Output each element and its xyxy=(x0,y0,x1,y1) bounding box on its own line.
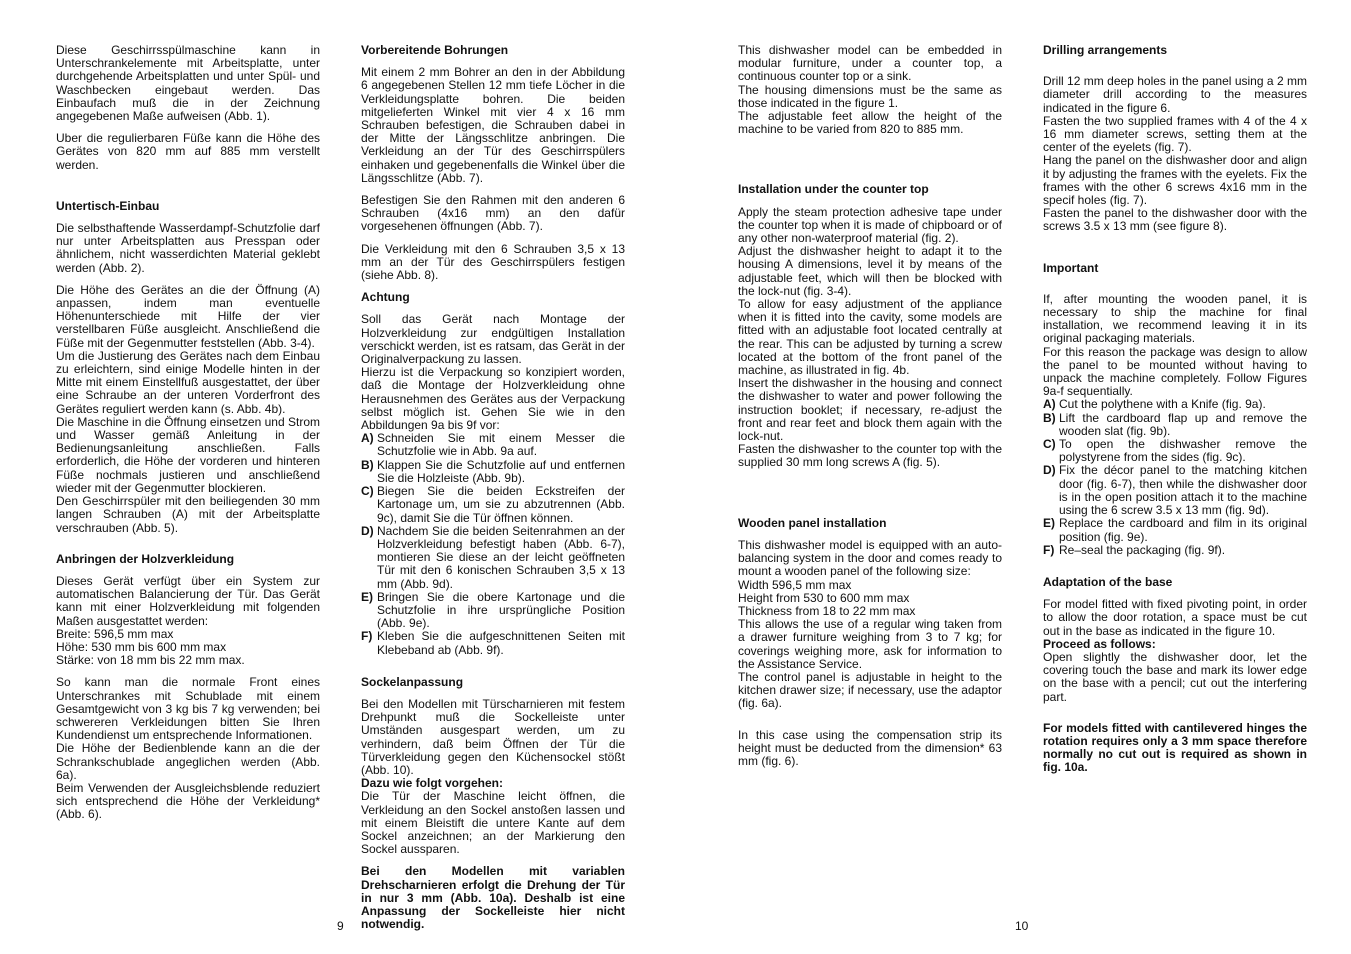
heading-sockel: Sockelanpassung xyxy=(361,674,464,689)
list-item: F) Re–seal the packaging (fig. 9f). xyxy=(1043,542,1226,557)
height-line: Höhe: 530 mm bis 600 mm max xyxy=(56,639,227,654)
heading-install: Installation under the counter top xyxy=(738,182,929,197)
page-9-column-2 xyxy=(361,44,625,940)
compensation-paragraph: In this case using the compensation strip its height must be deducted from the dimension* 63 mm (fig. 6). xyxy=(738,727,1002,768)
list-item: F) Kleben Sie die aufgeschnittenen Seiten mit Klebeband ab (Abb. 9f). xyxy=(361,629,625,657)
adjust-paragraph: Adjust the dishwasher height to adapt it to the housing A dimensions, level it by means of the adjustable feet, which will then be blocked with the lock-nut (fig. 3-4). xyxy=(738,244,1002,298)
panel-paragraph: This dishwasher model is equipped with an auto-balancing system in the door and comes ready to mount a wooden panel of the following size: xyxy=(738,537,1002,579)
heading-untertisch: Untertisch-Einbau xyxy=(56,198,160,213)
tape-paragraph: Apply the steam protection adhesive tape under the counter top when it is made of chipboard or of any other non-waterproof material (fig. 2). xyxy=(738,204,1002,246)
hang-paragraph: Hang the panel on the dishwasher door and align it by adjusting the frames with the eyelets. Fix the frames with the other 6 screws 4x16 mm in the specif holes (fig. 7). xyxy=(1043,153,1307,208)
housing-paragraph: The housing dimensions must be the same as those indicated in the figure 1. xyxy=(738,82,1002,110)
control-panel-paragraph: The control panel is adjustable in height to the kitchen drawer size; if necessary, use the adaptor (fig. 6a). xyxy=(738,669,1002,711)
heading-bohrungen: Vorbereitende Bohrungen xyxy=(361,43,509,57)
adjust-paragraph: Um die Justierung des Gerätes nach dem Einbau zu erleichtern, sind einige Modelle hinten in der Mitte mit einem Einstellfuß ausgestattet, der über eine Schraube an der unteren Vorderfront des Gerätes reguliert werden kann (s. Abb. 4b). xyxy=(56,348,320,416)
height-line: Height from 530 to 600 mm max xyxy=(738,590,910,605)
heading-important: Important xyxy=(1043,260,1099,275)
list-item: C) Biegen Sie die beiden Eckstreifen der Kartonage um, um sie zu abzutrennen (Abb. 9c), damit Sie die Tür öffnen können. xyxy=(361,484,625,525)
proceed-paragraph: Die Tür der Maschine leicht öffnen, die Verkleidung an den Sockel anstoßen lassen und mit einem Bleistift die untere Kante auf dem Sockel anzeichnen; an der Markierung den Sockel aussparen. xyxy=(361,789,625,857)
fix-paragraph: Die Verkleidung mit den 6 Schrauben 3,5 x 13 mm an der Tür des Geschirrspülers festigen (siehe Abb. 8). xyxy=(361,241,625,283)
thickness-line: Stärke: von 18 mm bis 22 mm max. xyxy=(56,653,245,668)
intro-paragraph: Diese Geschirrsspülmaschine kann in Unterschrankelemente mit Arbeitsplatte, unter durchgehende Arbeitsplatten und unter Spül- und Waschbecken eingebaut werden. Das Einbaufach muß die in der Zeichnung angegebenen Maße aufweisen (Abb. 1). xyxy=(56,43,320,124)
package-paragraph: For this reason the package was design to allow the panel to be mounted without having to unpack the machine completely. Follow Figures 9a-f sequentially. xyxy=(1043,344,1307,399)
pack-paragraph: Hierzu ist die Verpackung so konzipiert worden, daß die Montage der Holzverkleidung ohne Herausnehmen des Gerätes aus der Verpackung selbst möglich ist. Gehen Sie wie in den Abbildungen 9a bis 9f vor: xyxy=(361,365,625,433)
proceed-title: Dazu wie folgt vorgehen: xyxy=(361,776,504,791)
fasten-panel-paragraph: Fasten the panel to the dishwasher door with the screws 3.5 x 13 mm (see figure 8). xyxy=(1043,206,1307,234)
intro-paragraph: This dishwasher model can be embedded in modular furniture, under a counter top, a continuous counter top or a sink. xyxy=(738,43,1002,84)
heading-base: Adaptation of the base xyxy=(1043,574,1173,589)
height-paragraph: Die Höhe des Gerätes an die der Öffnung (A) anpassen, indem man eventuelle Höhenunterschiede mit Hilfe der vier verstellbaren Füße ausgleicht. Anschließend die Füße mit der Gegenmutter feststellen (Abb. 3-4). xyxy=(56,282,320,350)
ship-paragraph: Soll das Gerät nach Montage der Holzverkleidung zur endgültigen Installation verschickt werden, ist es ratsam, das Gerät in der Originalverpackung zu lassen. xyxy=(361,312,625,367)
frame-paragraph: Befestigen Sie den Rahmen mit den anderen 6 Schrauben (4x16 mm) an den dafür vorgesehenen öffnungen (Abb. 7). xyxy=(361,193,625,234)
list-item: D) Nachdem Sie die beiden Seitenrahmen an der Holzverkleidung befestigt haben (Abb. 6-7), montieren Sie diese an der leicht geöffneten Tür mit den 6 konischen Schrauben 3,5 x 13 mm (Abb. 9d). xyxy=(361,523,625,591)
base-paragraph: For model fitted with fixed pivoting point, in order to allow the door rotation, a space must be cut out in the base as indicated in the figure 10. xyxy=(1043,597,1307,638)
strip-paragraph: Beim Verwenden der Ausgleichsblende reduziert sich entsprechend die Höhe der Verkleidung* (Abb. 6). xyxy=(56,780,320,822)
list-item: B) Klappen Sie die Schutzfolie auf und entfernen Sie die Holzleiste (Abb. 9b). xyxy=(361,457,625,485)
list-item: D) Fix the décor panel to the matching kitchen door (fig. 6-7), then while the dishwasher door is in the open position attach it to the machine using the 6 screw 3.5 x 13 mm (fig. 9d). xyxy=(1043,463,1307,518)
heading-holz: Anbringen der Holzverkleidung xyxy=(56,551,235,566)
panel-height-paragraph: Die Höhe der Bedienblende kann an die der Schrankschublade angeglichen werden (Abb. 6a). xyxy=(56,741,320,782)
list-item: A) Cut the polythene with a Knife (fig. 9a). xyxy=(1043,397,1266,412)
list-item: E) Bringen Sie die obere Kartonage und die Schutzfolie in ihre ursprüngliche Position (Abb. 9e). xyxy=(361,589,625,631)
foot-paragraph: To allow for easy adjustment of the appliance when it is fitted into the cavity, some models are fitted with an adjustable foot located centrally at the rear. This can be adjusted by turning a screw located at the bottom of the front panel of the machine, as illustrated in fig. 4b. xyxy=(738,297,1002,378)
heading-achtung: Achtung xyxy=(361,290,410,305)
feet-paragraph: Uber die regulierbaren Füße kann die Höhe des Gerätes von 820 mm auf 885 mm verstellt werden. xyxy=(56,131,320,172)
frames-paragraph: Fasten the two supplied frames with 4 of the 4 x 16 mm diameter screws, setting them at the center of the eyelets (fig. 7). xyxy=(1043,113,1307,155)
insert-paragraph: Die Maschine in die Öffnung einsetzen und Strom und Wasser gemäß Anleitung in der Bedienungsanleitung anschließen. Falls erforderlich, die Höhe der vorderen und hinteren Füße nochmals justieren und anschließend wieder mit der Gegenmutter blockieren. xyxy=(56,414,320,495)
insert-paragraph: Insert the dishwasher in the housing and connect the dishwasher to water and power following the instruction booklet; if necessary, re-adjust the front and rear feet and block them again with the lock-nut. xyxy=(738,376,1002,444)
list-item: B) Lift the cardboard flap up and remove the wooden slat (fig. 9b). xyxy=(1043,410,1307,438)
page-9-column-1 xyxy=(56,44,320,822)
note-paragraph: Bei den Modellen mit variablen Drehscharnieren erfolgt die Drehung der Tür in nur 3 mm (Abb. 10a). Deshalb ist eine Anpassung der Sockelleiste hier nicht notwendig. xyxy=(361,864,625,932)
heading-wooden: Wooden panel installation xyxy=(738,515,887,530)
page-number-10: 10 xyxy=(1015,919,1029,933)
ship-paragraph: If, after mounting the wooden panel, it is necessary to ship the machine for final installation, we recommend leaving it in its original packaging materials. xyxy=(1043,291,1307,346)
width-line: Width 596,5 mm max xyxy=(738,577,852,592)
feet-paragraph: The adjustable feet allow the height of the machine to be varied from 820 to 885 mm. xyxy=(738,109,1002,137)
panel-paragraph: Dieses Gerät verfügt über ein System zur automatischen Balancierung der Tür. Das Gerät kann mit einer Holzverkleidung mit folgenden Maßen ausgestattet werden: xyxy=(56,573,320,628)
screw-paragraph: Den Geschirrspüler mit den beiliegenden 30 mm langen Schrauben (A) mit der Arbeitsplatte verschrauben (Abb. 5). xyxy=(56,494,320,535)
steps-list xyxy=(361,432,625,656)
width-line: Breite: 596,5 mm max xyxy=(56,626,174,641)
sockel-paragraph: Bei den Modellen mit Türscharnieren mit festem Drehpunkt muß die Sockelleiste unter Umständen ausgespart werden, um zu verhindern, daß beim Öffnen der Tür die Türverkleidung gegen den Küchensockel stößt (Abb. 10). xyxy=(361,696,625,777)
thickness-line: Thickness from 18 to 22 mm max xyxy=(738,603,916,618)
wing-paragraph: This allows the use of a regular wing taken from a drawer furniture weighing from 3 to 7 kg; for coverings weighing more, ask for information to the Assistance Service. xyxy=(738,617,1002,671)
front-paragraph: So kann man die normale Front eines Unterschrankes mit Schublade mit einem Gesamtgewicht von 3 kg bis 7 kg verwenden; bei schwereren Verkleidungen bitten Sie Ihren Kundendienst um entsprechende Informationen. xyxy=(56,675,320,743)
list-item: E) Replace the cardboard and film in its original position (fig. 9e). xyxy=(1043,516,1307,544)
page-number-9: 9 xyxy=(337,919,344,933)
proceed-paragraph: Open slightly the dishwasher door, let the covering touch the base and mark its lower edge on the base with a pencil; cut out the interfering part. xyxy=(1043,649,1307,704)
heading-drilling: Drilling arrangements xyxy=(1043,43,1168,57)
note-paragraph: For models fitted with cantilevered hinges the rotation requires only a 3 mm space therefore normally no cut out is required as shown in fig. 10a. xyxy=(1043,720,1307,775)
drill-paragraph: Drill 12 mm deep holes in the panel using a 2 mm diameter drill according to the measures indicated in the figure 6. xyxy=(1043,74,1307,115)
list-item: C) To open the dishwasher remove the polystyrene from the sides (fig. 9c). xyxy=(1043,437,1307,465)
page-10-column-1 xyxy=(738,44,1002,777)
fasten-paragraph: Fasten the dishwasher to the counter top with the supplied 30 mm long screws A (fig. 5). xyxy=(738,442,1002,470)
page-10-column-2 xyxy=(1043,44,1307,784)
drill-paragraph: Mit einem 2 mm Bohrer an den in der Abbildung 6 angegebenen Stellen 12 mm tiefe Löcher in die Verkleidungsplatte bohren. Die beiden mitgelieferten Winkel mit vier 4 x 16 mm Schrauben befestigen, die Schrauben dabei in der Mitte der Längsschlitze anbringen. Die Verkleidung an der Tür des Geschirrspülers einhaken und gegebenenfalls die Winkel über die Längsschlitze (Abb. 7). xyxy=(361,65,625,185)
steps-list xyxy=(1043,398,1307,556)
list-item: A) Schneiden Sie mit einem Messer die Schutzfolie wie in Abb. 9a auf. xyxy=(361,431,625,459)
film-paragraph: Die selbsthaftende Wasserdampf-Schutzfolie darf nur unter Arbeitsplatten aus Presspan oder ähnlichem, nicht wasserdichten Material geklebt werden (Abb. 2). xyxy=(56,221,320,275)
proceed-title: Proceed as follows: xyxy=(1043,636,1156,651)
